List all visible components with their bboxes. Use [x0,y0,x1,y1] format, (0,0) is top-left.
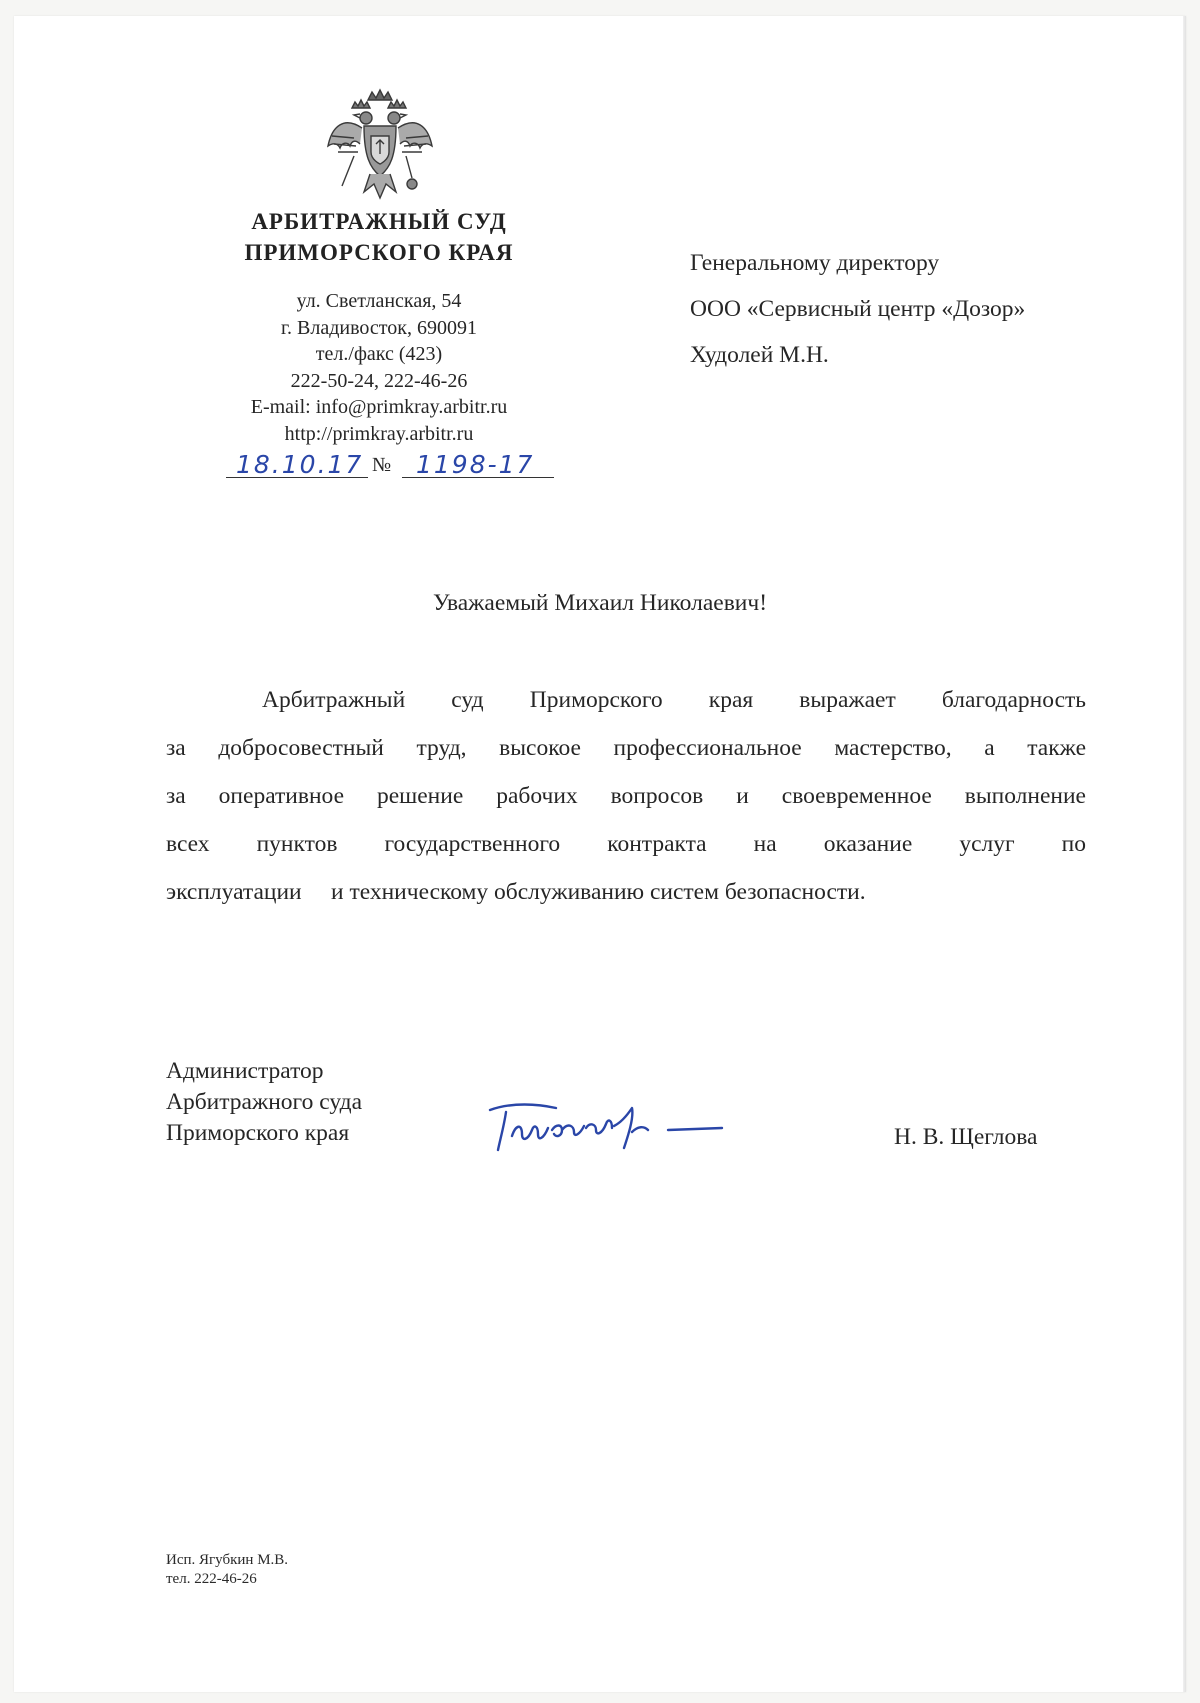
executor-phone: тел. 222-46-26 [166,1571,257,1587]
letter-page [14,16,1186,1692]
signer-position [166,1056,486,1149]
body-line: эксплуатации и техническому обслуживанию систем безопасности. [166,879,866,905]
handwritten-signature-icon [482,1096,782,1156]
body-line: за добросовестный труд, высокое профессиональное мастерство, а также [166,735,1086,761]
address-street: ул. Светланская, 54 [296,290,462,312]
court-name-line: ПРИМОРСКОГО КРАЯ [244,240,514,265]
scan-edge [1183,16,1186,1692]
address-email: E-mail: info@primkray.arbitr.ru [250,396,508,418]
signer-name: Н. В. Щеглова [894,1124,1038,1150]
executor-name: Исп. Ягубкин М.В. [166,1552,289,1568]
signer-position-line: Администратор [166,1058,324,1084]
court-name-line: АРБИТРАЖНЫЙ СУД [251,209,507,234]
body-line: за оперативное решение рабочих вопросов и своевременное выполнение [166,783,1086,809]
date-underline [226,477,368,478]
court-address [184,288,574,447]
addressee-company: ООО «Сервисный центр «Дозор» [690,296,1026,322]
signer-position-line: Приморского края [166,1120,350,1146]
address-phones: 222-50-24, 222-46-26 [290,369,468,392]
number-sign: № [372,454,392,476]
addressee-block [690,240,1150,378]
body-line: Арбитражный суд Приморского края выражает благодарность [262,687,1086,713]
court-name [209,206,549,268]
body-line: всех пунктов государственного контракта на оказание услуг по [166,831,1086,857]
address-website: http://primkray.arbitr.ru [284,422,474,445]
number-underline [402,477,554,478]
salutation: Уважаемый Михаил Николаевич! [432,590,768,616]
letter-body [166,676,1086,916]
addressee-name: Худолей М.Н. [690,342,829,368]
registration-number: 1198-17 [416,450,535,479]
addressee-position: Генеральному директору [690,250,940,276]
registration-line [226,450,554,484]
coat-of-arms-icon [324,86,436,204]
executor-info [166,1551,288,1589]
address-city: г. Владивосток, 690091 [281,316,477,339]
registration-date: 18.10.17 [236,450,364,479]
address-phone-label: тел./факс (423) [315,343,443,365]
signer-position-line: Арбитражного суда [166,1089,363,1115]
